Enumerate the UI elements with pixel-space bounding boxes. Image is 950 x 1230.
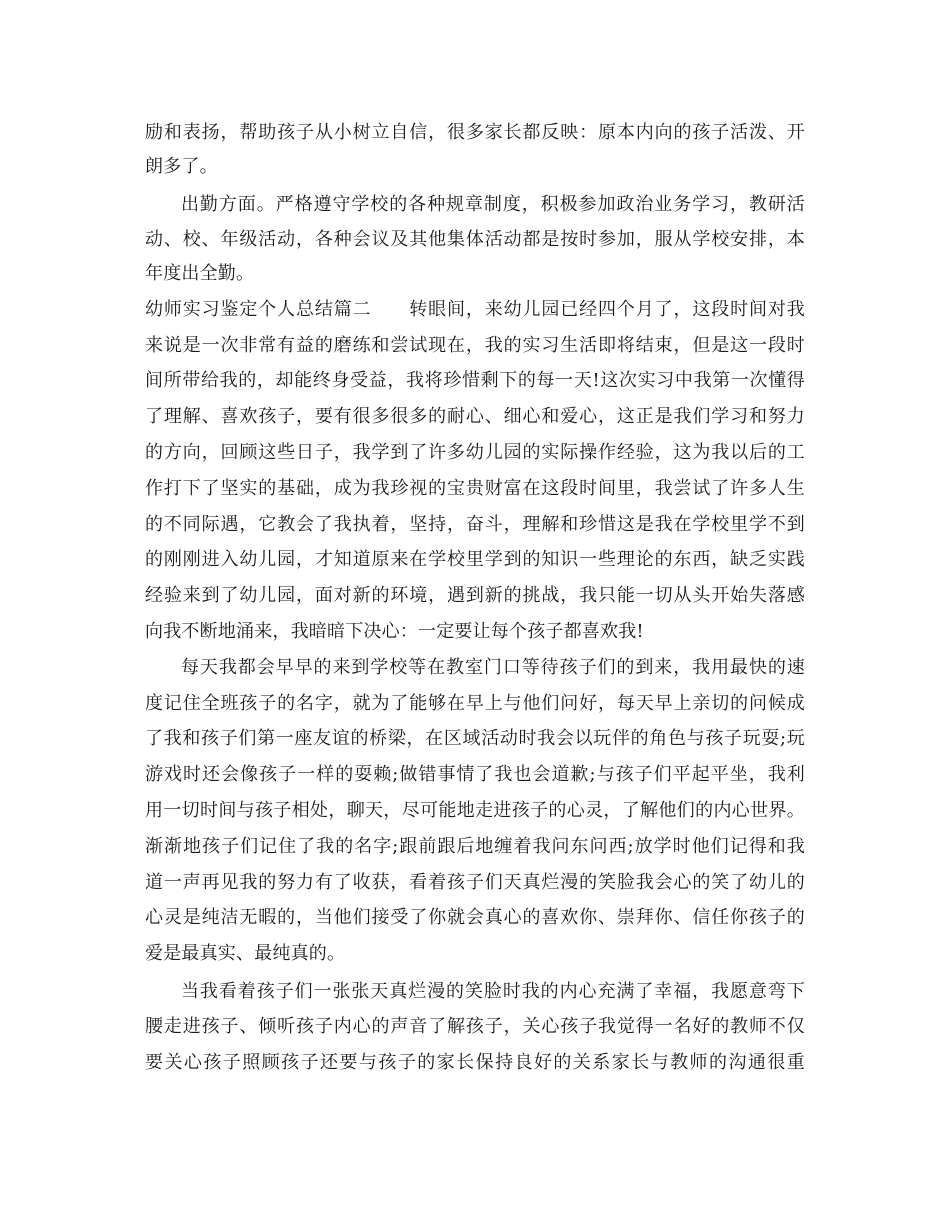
text-line: 的方向，回顾这些日子，我学到了许多幼儿园的实际操作经验，这为我以后的工 xyxy=(145,442,805,463)
text-line: 爱是最真实、最纯真的。 xyxy=(145,943,346,964)
text-line: 用一切时间与孩子相处，聊天，尽可能地走进孩子的心灵，了解他们的内心世界。 xyxy=(145,800,805,821)
text-line: 动、校、年级活动，各种会议及其他集体活动都是按时参加，服从学校安排，本 xyxy=(145,229,805,250)
text-line: 间所带给我的，却能终身受益，我将珍惜剩下的每一天!这次实习中我第一次懂得 xyxy=(145,370,805,391)
text-line: 来说是一次非常有益的磨练和尝试现在，我的实习生活即将结束，但是这一段时 xyxy=(145,335,805,356)
text-line: 度记住全班孩子的名字，就为了能够在早上与他们问好，每天早上亲切的问候成 xyxy=(145,693,805,714)
text-line: 道一声再见我的努力有了收获，看着孩子们天真烂漫的笑脸我会心的笑了幼儿的 xyxy=(145,872,805,893)
text-line: 年度出全勤。 xyxy=(145,263,255,284)
text-line: 的刚刚进入幼儿园，才知道原来在学校里学到的知识一些理论的东西，缺乏实践 xyxy=(145,549,805,570)
text-line: 出勤方面。严格遵守学校的各种规章制度，积极参加政治业务学习，教研活 xyxy=(181,194,805,215)
section-heading-line: 幼师实习鉴定个人总结篇二 转眼间，来幼儿园已经四个月了，这段时间对我 xyxy=(145,299,805,320)
text-line: 的不同际遇，它教会了我执着，坚持，奋斗，理解和珍惜这是我在学校里学不到 xyxy=(145,514,805,535)
text-line: 每天我都会早早的来到学校等在教室门口等待孩子们的到来，我用最快的速 xyxy=(181,657,805,678)
text-line: 当我看着孩子们一张张天真烂漫的笑脸时我的内心充满了幸福，我愿意弯下 xyxy=(181,981,805,1002)
text-line: 励和表扬，帮助孩子从小树立自信，很多家长都反映：原本内向的孩子活泼、开 xyxy=(145,122,805,143)
text-line: 作打下了坚实的基础，成为我珍视的宝贵财富在这段时间里，我尝试了许多人生 xyxy=(145,478,805,499)
text-line: 心灵是纯洁无暇的，当他们接受了你就会真心的喜欢你、崇拜你、信任你孩子的 xyxy=(145,907,805,928)
text-line: 渐渐地孩子们记住了我的名字;跟前跟后地缠着我问东问西;放学时他们记得和我 xyxy=(145,836,805,857)
text-line: 游戏时还会像孩子一样的耍赖;做错事情了我也会道歉;与孩子们平起平坐，我利 xyxy=(145,764,805,785)
text-line: 腰走进孩子、倾听孩子内心的声音了解孩子，关心孩子我觉得一名好的教师不仅 xyxy=(145,1016,805,1037)
text-line: 向我不断地涌来，我暗暗下决心：一定要让每个孩子都喜欢我! xyxy=(145,621,644,642)
text-line: 朗多了。 xyxy=(145,156,218,177)
text-line: 经验来到了幼儿园，面对新的环境，遇到新的挑战，我只能一切从头开始失落感 xyxy=(145,585,805,606)
text-line: 要关心孩子照顾孩子还要与孩子的家长保持良好的关系家长与教师的沟通很重 xyxy=(145,1052,805,1073)
text-line: 了我和孩子们第一座友谊的桥梁，在区域活动时我会以玩伴的角色与孩子玩耍;玩 xyxy=(145,728,805,749)
text-line: 了理解、喜欢孩子，要有很多很多的耐心、细心和爱心，这正是我们学习和努力 xyxy=(145,406,805,427)
